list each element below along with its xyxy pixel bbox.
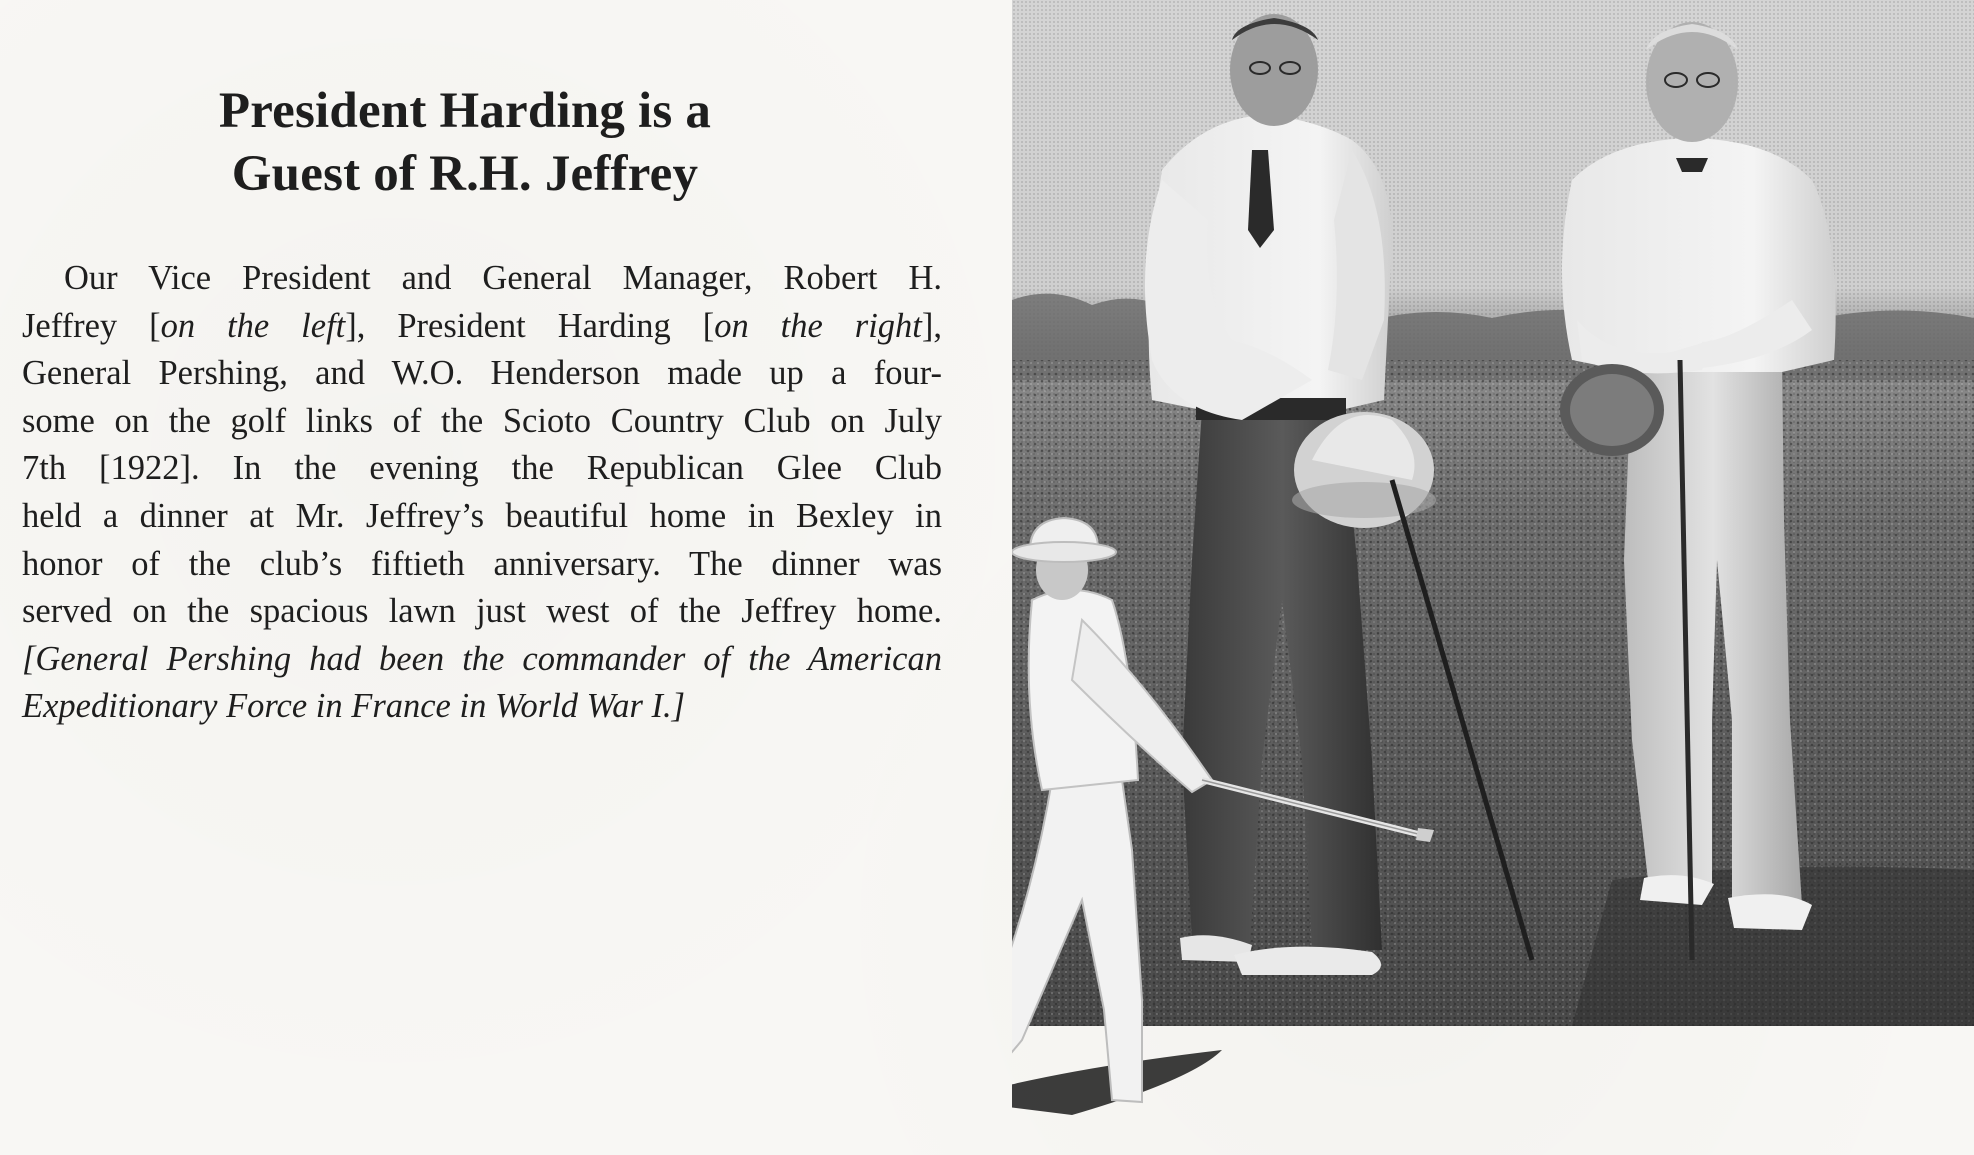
body-line-6 (22, 493, 942, 541)
italic-text: on the left (160, 306, 346, 345)
italic-text: on the right (714, 306, 922, 345)
body-text: Our Vice President and General Manager, Robert H. (64, 259, 942, 297)
body-text: held a dinner at Mr. Jeffrey’s beautiful home in Bexley in (22, 496, 942, 535)
article-title (160, 80, 770, 206)
body-line-5 (22, 445, 942, 493)
body-text: honor of the club’s fiftieth anniversary. The dinner was (22, 544, 942, 583)
body-text: served on the spacious lawn just west of the Jeffrey home. (22, 592, 942, 631)
title-line-2: Guest of R.H. Jeffrey (231, 146, 699, 202)
photo-background (1012, 0, 1974, 1026)
body-text: some on the golf links of the Scioto Country Club on July (22, 401, 942, 440)
article-body (22, 255, 942, 731)
body-text: ], (921, 306, 943, 345)
body-line-2 (22, 303, 942, 351)
title-line-1: President Harding is a (218, 83, 712, 139)
italic-text: [General Pershing had been the commander of the American (22, 639, 942, 678)
body-text: ], President Harding [ (345, 306, 715, 345)
body-line-8 (22, 588, 942, 636)
body-text: Jeffrey [ (22, 306, 161, 345)
body-text: General Pershing, and W.O. Henderson made up a four- (22, 354, 942, 393)
body-line-7 (22, 541, 942, 589)
italic-text: Expeditionary Force in France in World War I.] (22, 687, 686, 726)
body-line-4 (22, 398, 942, 446)
photo-illustration (1012, 0, 1974, 1155)
body-line-1 (22, 255, 942, 303)
body-line-10 (22, 683, 942, 731)
body-line-3 (22, 350, 942, 398)
golf-foursome-photo (1012, 0, 1974, 1026)
body-text: 7th [1922]. In the evening the Republican Glee Club (22, 449, 942, 488)
body-line-9 (22, 636, 942, 684)
